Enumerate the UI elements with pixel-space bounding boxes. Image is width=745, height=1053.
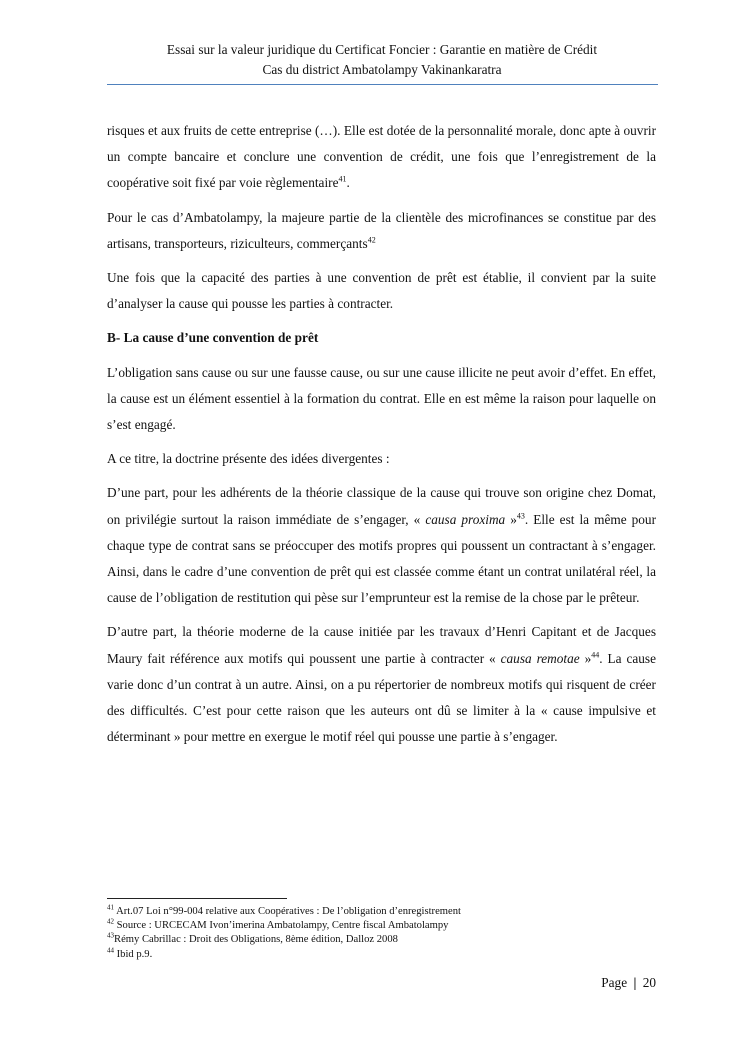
paragraph-1: risques et aux fruits de cette entreprise (…). Elle est dotée de la personnalité morale, donc apte à ouvrir un compte bancaire et conclure une convention de crédit, une fois que l’enregistrement de la coopérative soit fixé par voie règlementaire$^{41}$. (107, 123, 656, 191)
footnote-item: $^{44}$ Ibid p.9. (107, 946, 153, 960)
footnote-ref-43[interactable]: 43 (516, 511, 525, 521)
header-subtitle: Cas du district Ambatolampy Vakinankaratra (262, 62, 502, 77)
paragraph-6: D’une part, pour les adhérents de la théorie classique de la cause qui trouve son origine chez Domat, on privilégie surtout la raison immédiate de s’engager, « causa proxima »$^{43}$. Elle est la même pour chaque type de contrat sans se préoccuper des motifs propres qui poussent un contractant à s’engager. Ainsi, dans le cadre d’une convention de prêt qui est classée comme étant un contrat unilatéral réel, la cause de l’obligation de restitution qui pèse sur l’emprunteur est la remise de la chose par le prêteur. (107, 485, 656, 606)
header-divider (107, 84, 658, 85)
paragraph-5: A ce titre, la doctrine présente des idées divergentes : (107, 451, 390, 467)
footnote-ref-41[interactable]: 41 (338, 174, 347, 184)
latin-term: causa proxima (425, 511, 506, 527)
header-title: Essai sur la valeur juridique du Certificat Foncier : Garantie en matière de Crédit (166, 42, 598, 57)
page-footer (601, 973, 656, 993)
footnotes (107, 905, 656, 962)
page-label: Page (601, 975, 628, 990)
page-separator: | (633, 975, 637, 990)
section-heading: B- La cause d’une convention de prêt (107, 330, 319, 346)
footnote-item: $^{42}$ Source : URCECAM Ivon’imerina Ambatolampy, Centre fiscal Ambatolampy (107, 917, 449, 932)
paragraph-4: L’obligation sans cause ou sur une fausse cause, ou sur une cause illicite ne peut avoir d’effet. En effet, la cause est un élément essentiel à la formation du contrat. Elle en est même la raison pour laquelle on s’est engagé. (107, 364, 656, 433)
paragraph-2: Pour le cas d’Ambatolampy, la majeure partie de la clientèle des microfinances se constitue par des artisans, transporteurs, riziculteurs, commerçants$^{42}$ (107, 209, 656, 251)
latin-term: causa remotae (500, 650, 580, 666)
paragraph-7: D’autre part, la théorie moderne de la cause initiée par les travaux d’Henri Capitant et de Jacques Maury fait référence aux motifs qui poussent une partie à contracter « causa remotae »$^{44}$. La cause varie donc d’un contrat à un autre. Ainsi, on a pu répertorier de nombreux motifs qui risquent de créer des difficultés. C’est pour cette raison que les auteurs ont dû se limiter à la « cause impulsive et déterminant » pour mettre en exergue le motif réel qui pousse une partie à s’engager. (107, 624, 656, 745)
running-header (107, 40, 657, 80)
page-body (107, 118, 656, 758)
footnote-ref-44[interactable]: 44 (591, 650, 600, 660)
footnote-ref-42[interactable]: 42 (367, 235, 376, 245)
footnote-item: $^{43}$Rémy Cabrillac : Droit des Obligations, 8ème édition, Dalloz 2008 (107, 931, 398, 946)
paragraph-3: Une fois que la capacité des parties à une convention de prêt est établie, il convient par la suite d’analyser la cause qui pousse les parties à contracter. (107, 270, 656, 312)
footnote-item: $^{41}$ Art.07 Loi n°99-004 relative aux Coopératives : De l’obligation d’enregistrement (107, 903, 461, 917)
footnote-divider (107, 898, 287, 899)
page-number: 20 (642, 975, 656, 990)
